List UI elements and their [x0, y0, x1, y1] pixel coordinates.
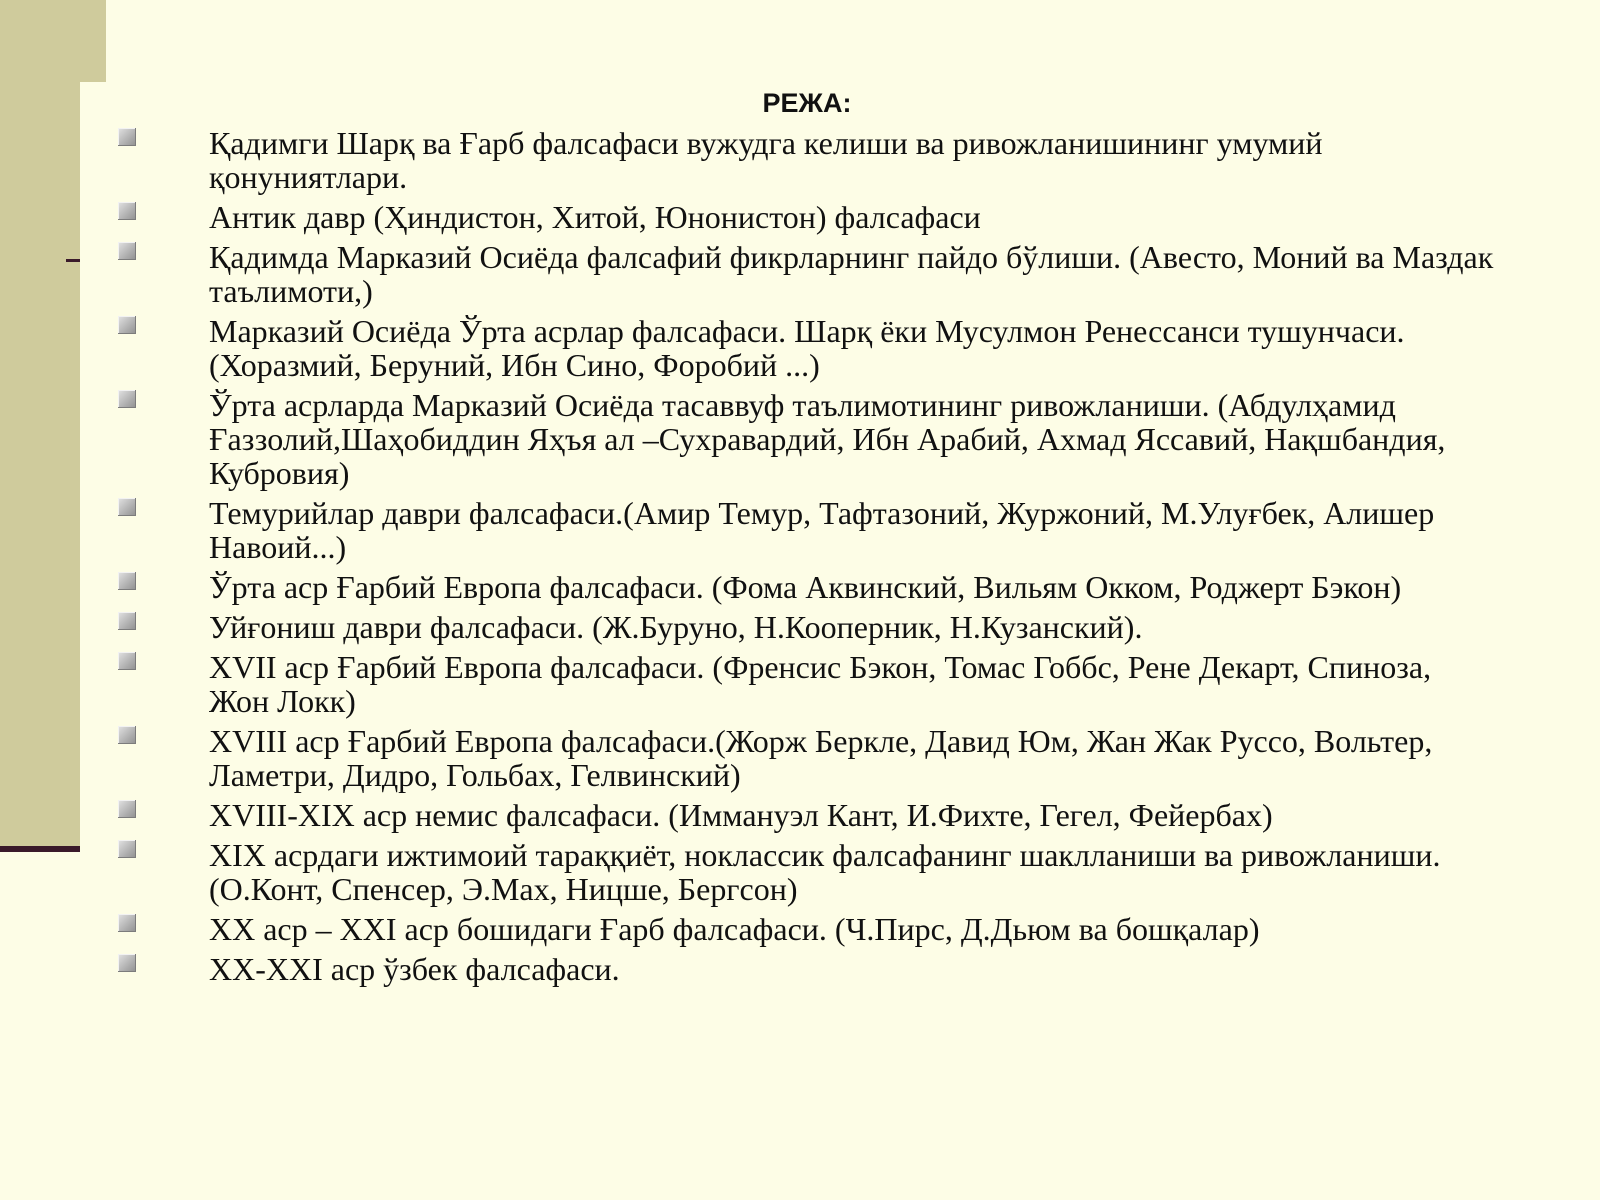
list-item-text: XX аср – XXI аср бошидаги Ғарб фалсафаси. (Ч.Пирс, Д.Дьюм ва бошқалар): [209, 911, 1260, 947]
list-item-text: Қадимда Марказий Осиёда фалсафий фикрларнинг пайдо бўлиши. (Авесто, Моний ва Маздак таълимоти,): [209, 239, 1494, 309]
list-item-text: Қадимги Шарқ ва Ғарб фалсафаси вужудга келиши ва ривожланишининг умумий қонуниятлари.: [209, 125, 1323, 195]
square-bullet-icon: [118, 498, 136, 516]
list-item: [118, 240, 1498, 308]
list-item: [118, 912, 1498, 946]
square-bullet-icon: [118, 390, 136, 408]
slide-title: РЕЖА:: [762, 88, 852, 118]
list-item-text: Ўрта аср Ғарбий Европа фалсафаси. (Фома Аквинский, Вильям Окком, Роджерт Бэкон): [209, 569, 1402, 605]
square-bullet-icon: [118, 652, 136, 670]
square-bullet-icon: [118, 612, 136, 630]
square-bullet-icon: [118, 954, 136, 972]
square-bullet-icon: [118, 572, 136, 590]
list-item-text: XVIII-XIX аср немис фалсафаси. (Иммануэл Кант, И.Фихте, Гегел, Фейербах): [209, 797, 1273, 833]
list-item: [118, 952, 1498, 986]
square-bullet-icon: [118, 914, 136, 932]
square-bullet-icon: [118, 128, 136, 146]
list-item: [118, 314, 1498, 382]
square-bullet-icon: [118, 316, 136, 334]
list-item: [118, 650, 1498, 718]
list-item: [118, 798, 1498, 832]
accent-tick-mark: [66, 259, 80, 262]
list-item: [118, 838, 1498, 906]
list-item-text: XIX асрдаги ижтимоий тараққиёт, ноклассик фалсафанинг шаклланиши ва ривожланиши. (О.Конт, Спенсер, Э.Мах, Ницше, Бергсон): [209, 837, 1441, 907]
square-bullet-icon: [118, 726, 136, 744]
list-item: [118, 610, 1498, 644]
square-bullet-icon: [118, 800, 136, 818]
list-item-text: Уйғониш даври фалсафаси. (Ж.Буруно, Н.Кооперник, Н.Кузанский).: [209, 609, 1143, 645]
list-item: [118, 570, 1498, 604]
list-item-text: Темурийлар даври фалсафаси.(Амир Темур, Тафтазоний, Журжоний, М.Улуғбек, Алишер Навоий...): [209, 495, 1435, 565]
accent-divider-line: [0, 846, 80, 852]
list-item: [118, 496, 1498, 564]
list-item-text: Марказий Осиёда Ўрта асрлар фалсафаси. Шарқ ёки Мусулмон Ренессанси тушунчаси. (Хоразмий, Беруний, Ибн Сино, Форобий ...): [209, 313, 1405, 383]
list-item: [118, 200, 1498, 234]
square-bullet-icon: [118, 840, 136, 858]
plan-list: [118, 126, 1498, 992]
list-item: [118, 388, 1498, 490]
square-bullet-icon: [118, 202, 136, 220]
list-item-text: XVII аср Ғарбий Европа фалсафаси. (Френсис Бэкон, Томас Гоббс, Рене Декарт, Спиноза, Жон Локк): [209, 649, 1432, 719]
list-item-text: XVIII аср Ғарбий Европа фалсафаси.(Жорж Беркле, Давид Юм, Жан Жак Руссо, Вольтер, Ламетри, Дидро, Гольбах, Гелвинский): [209, 723, 1433, 793]
list-item: [118, 126, 1498, 194]
accent-band-notch: [80, 82, 106, 852]
list-item-text: Антик давр (Ҳиндистон, Хитой, Юнонистон) фалсафаси: [209, 199, 981, 235]
list-item-text: XX-XXI аср ўзбек фалсафаси.: [209, 951, 620, 987]
list-item: [118, 724, 1498, 792]
list-item-text: Ўрта асрларда Марказий Осиёда тасаввуф таълимотининг ривожланиши. (Абдулҳамид Ғаззолий,Шаҳобиддин Яҳъя ал –Сухравардий, Ибн Арабий, Ахмад Яссавий, Нақшбандия, Кубровия): [209, 387, 1446, 491]
square-bullet-icon: [118, 242, 136, 260]
